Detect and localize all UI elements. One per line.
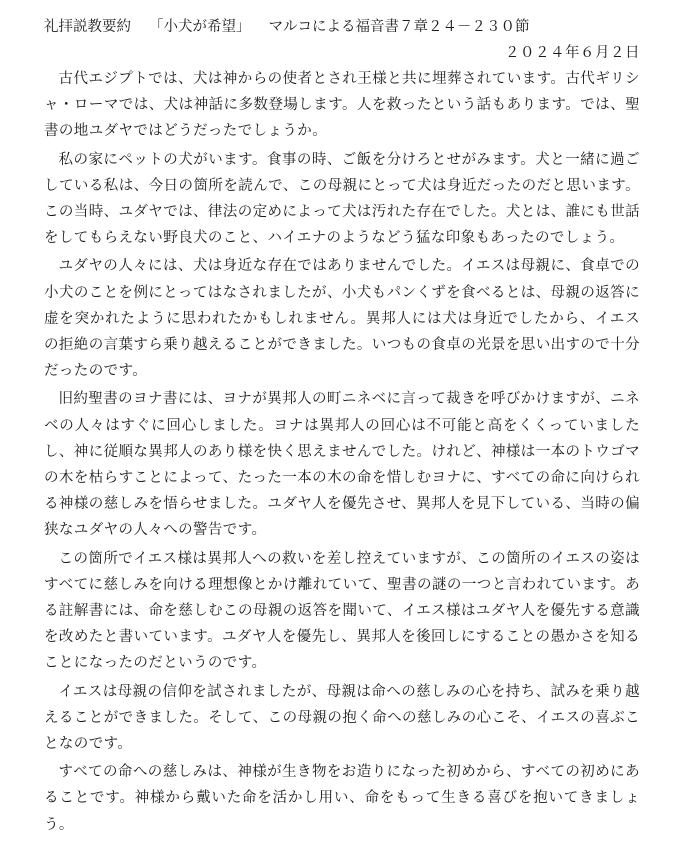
paragraph-2: 私の家にペットの犬がいます。食事の時、ご飯を分けろとせがみます。犬と一緒に過ごしている私は、今日の箇所を読んで、この母親にとって犬は身近だったのだと思います。この当時、ユダヤでは、律法の定めによって犬は汚れた存在でした。犬とは、誰にも世話をしてもらえない野良犬のこと、ハイエナのようなどう猛な印象もあったのでしょう。 (44, 151, 640, 247)
scripture-reference: マルコによる福音書７章２４－２３０節 (268, 19, 530, 35)
sermon-date: ２０２４年６月２日 (505, 45, 640, 61)
header-label: 礼拝説教要約 (44, 19, 131, 35)
paragraph-7: すべての命への慈しみは、神様が生き物をお造りになった初めから、すべての初めにあることです。神様から戴いた命を活かし用い、命をもって生きる喜びを抱いてきましょう。 (44, 764, 640, 833)
paragraph-5: この箇所でイエス様は異邦人への救いを差し控えていますが、この箇所のイエスの姿はすべてに慈しみを向ける理想像とかけ離れていて、聖書の謎の一つと言われています。ある註解書には、命を慈しむこの母親の返答を聞いて、イエス様はユダヤ人を優先する意識を改めたと書いています。ユダヤ人を優先し、異邦人を後回しにすることの愚かさを知ることになったのだというのです。 (44, 550, 640, 672)
paragraph-6: イエスは母親の信仰を試されましたが、母親は命への慈しみの心を持ち、試みを乗り越えることができました。そして、この母親の抱く命への慈しみの心こそ、イエスの喜ぶことなのです。 (44, 683, 640, 753)
paragraph-1: 古代エジプトでは、犬は神からの使者とされ王様と共に埋葬されています。古代ギリシャ・ローマでは、犬は神話に多数登場します。人を救ったという話もあります。では、聖書の地ユダヤではどうだったでしょうか。 (44, 71, 640, 140)
sermon-title: 「小犬が希望」 (149, 19, 251, 35)
sermon-summary-page (44, 14, 640, 840)
paragraph-3: ユダヤの人々には、犬は身近な存在ではありませんでした。イエスは母親に、食卓での小犬のことを例にとってはなされましたが、小犬もパンくずを食べるとは、母親の返答に虚を突かれたように思われたかもしれません。異邦人には犬は身近でしたから、イエスの拒絶の言葉すら乗り越えることができました。いつもの食卓の光景を思い出すので十分だったのです。 (44, 258, 640, 380)
paragraph-4: 旧約聖書のヨナ書には、ヨナが異邦人の町ニネベに言って裁きを呼びかけますが、ニネベの人々はすぐに回心しました。ヨナは異邦人の回心は不可能と高をくくっていましたし、神に従順な異邦人のあり様を快く思えませんでした。けれど、神様は一本のトウゴマの木を枯らすことによって、たった一本の木の命を惜しむヨナに、すべての命に向けられる神様の慈しみを悟らせました。ユダヤ人を優先させ、異邦人を見下している、当時の偏狭なユダヤの人々への警告です。 (44, 391, 640, 539)
header-line (44, 14, 640, 40)
